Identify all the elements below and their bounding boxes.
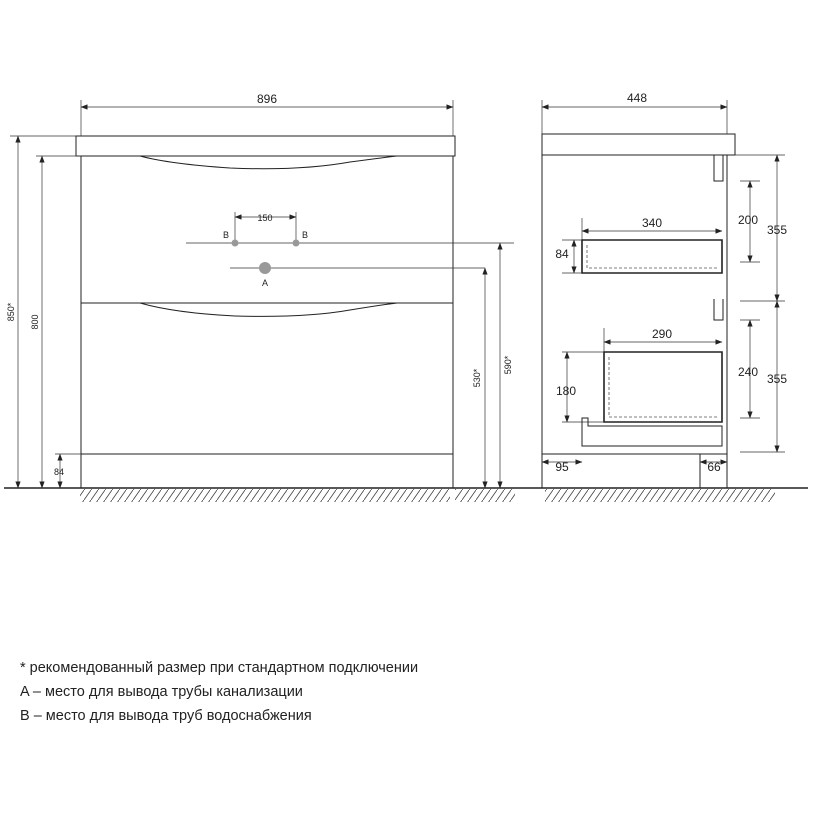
note-recommended-size: * рекомендованный размер при стандартном подключении bbox=[20, 660, 419, 676]
front-countertop bbox=[76, 136, 455, 156]
total-height-label: 850* bbox=[6, 302, 16, 322]
upper-section-label: 355 bbox=[766, 223, 788, 237]
width-label-896: 896 bbox=[256, 92, 278, 106]
depth-label-448: 448 bbox=[626, 91, 648, 105]
pipe-a-letter: A bbox=[261, 278, 269, 288]
water-height-label: 590* bbox=[503, 355, 513, 375]
body-height-label: 800 bbox=[30, 314, 40, 330]
front-view bbox=[6, 92, 514, 488]
pipe-b-left-letter: B bbox=[222, 230, 230, 240]
side-countertop bbox=[542, 134, 735, 155]
basin-curve bbox=[140, 156, 397, 169]
side-view bbox=[542, 91, 787, 488]
lower-drawer-height-label: 180 bbox=[555, 384, 577, 398]
upper-drawer-height-label: 84 bbox=[555, 247, 569, 261]
pipe-b-right-letter: B bbox=[301, 230, 309, 240]
drawer-handle-curve bbox=[140, 303, 397, 316]
lower-section-label: 355 bbox=[766, 372, 788, 386]
back-offset-label: 66 bbox=[707, 460, 721, 474]
water-pipe-b-left bbox=[232, 240, 239, 247]
front-offset-label: 95 bbox=[555, 460, 569, 474]
floor bbox=[4, 488, 808, 502]
sewer-height-label: 530* bbox=[472, 368, 482, 388]
water-pipe-b-right bbox=[293, 240, 300, 247]
pipe-spacing-label: 150 bbox=[257, 213, 273, 223]
upper-drawer-depth-label: 340 bbox=[641, 216, 663, 230]
front-cabinet-body bbox=[81, 156, 453, 488]
lower-drawer bbox=[604, 352, 722, 422]
lower-drawer-depth-label: 290 bbox=[651, 327, 673, 341]
notes-block bbox=[20, 656, 800, 728]
plinth-height-label: 84 bbox=[53, 467, 65, 477]
note-water-pipes: B – место для вывода труб водоснабжения bbox=[20, 708, 312, 724]
sewer-pipe-a bbox=[259, 262, 271, 274]
upper-offset-label: 200 bbox=[737, 213, 759, 227]
lower-offset-label: 240 bbox=[737, 365, 759, 379]
note-sewer-pipe: A – место для вывода трубы канализации bbox=[20, 684, 303, 700]
